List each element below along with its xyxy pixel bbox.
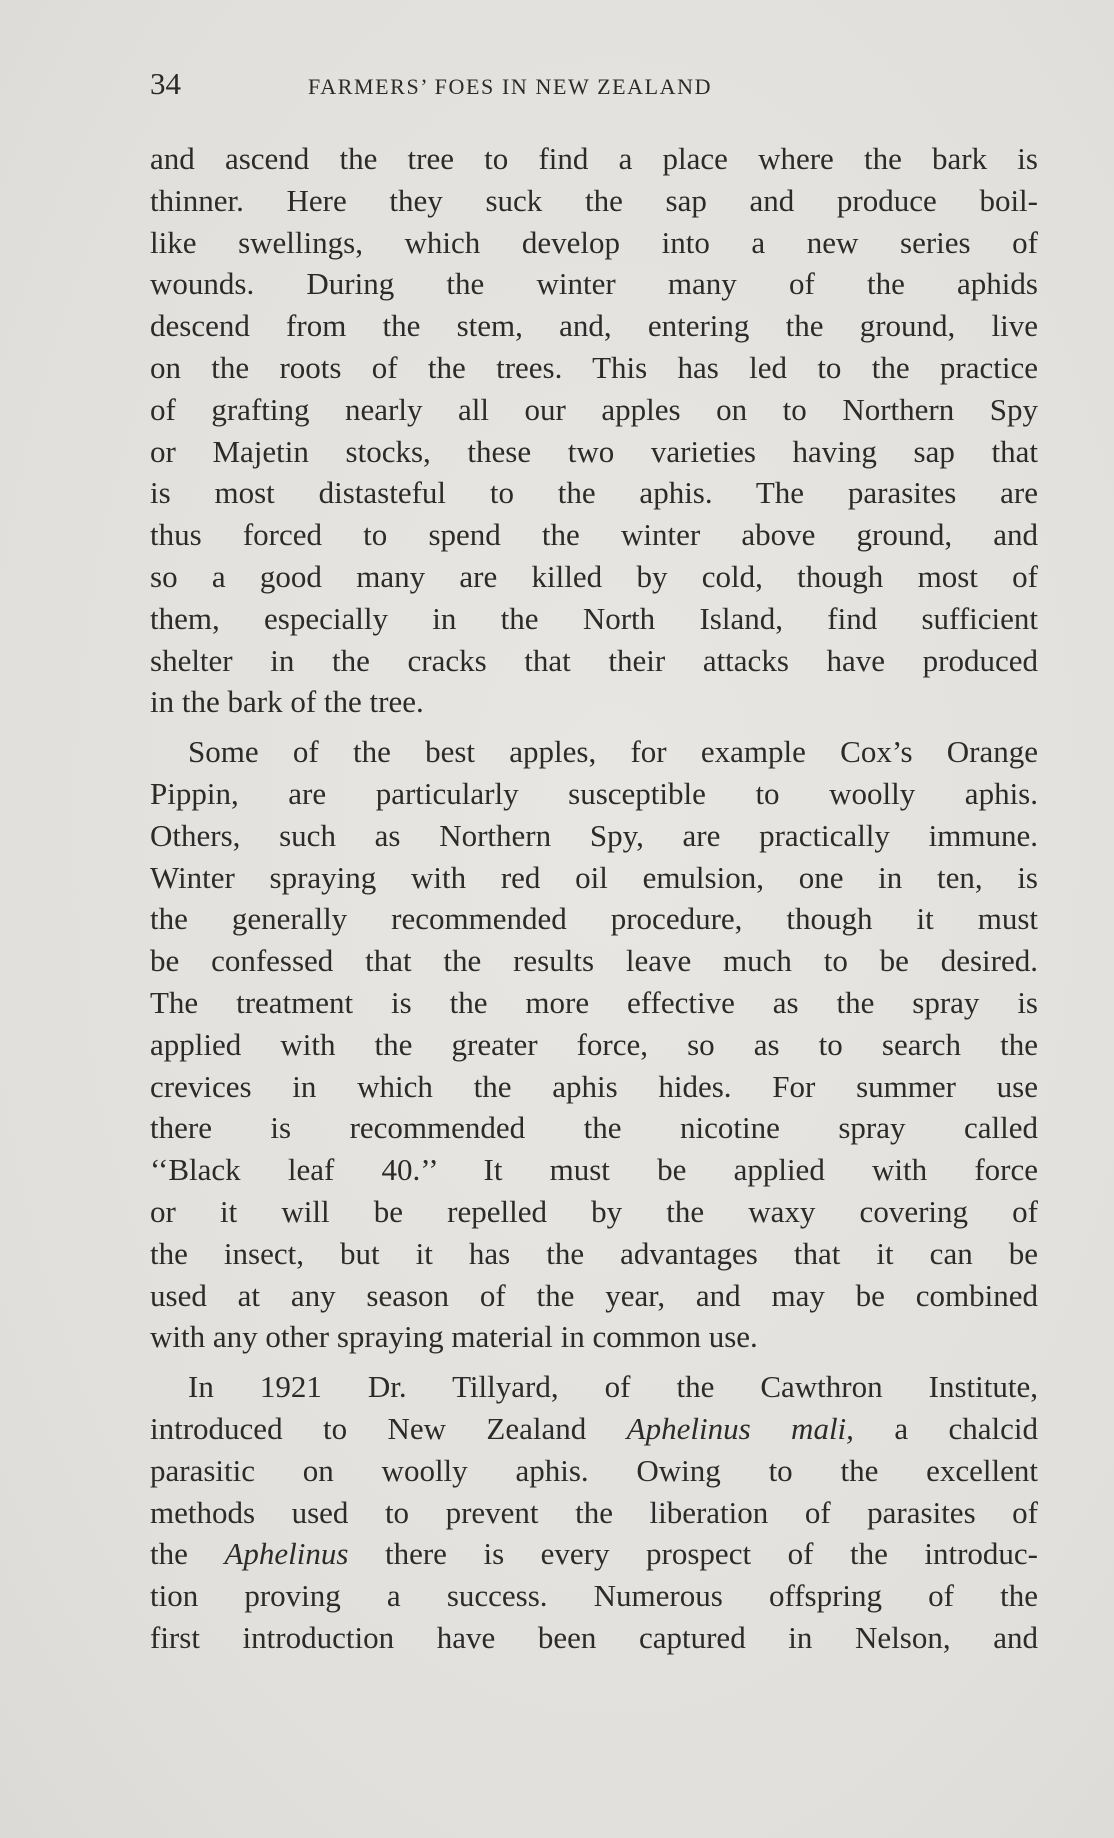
text-line: is most distasteful to the aphis. The parasites are <box>150 475 1038 511</box>
running-title: FARMERS’ FOES IN NEW ZEALAND <box>308 74 713 99</box>
text-line: of grafting nearly all our apples on to Northern Spy <box>150 391 1038 427</box>
paragraph-2 <box>150 731 1038 1358</box>
page-header <box>150 66 1038 110</box>
text-line: like swellings, which develop into a new series of <box>150 224 1038 260</box>
paragraph-1 <box>150 138 1038 723</box>
text-line: and ascend the tree to find a place where the bark is <box>150 141 1038 176</box>
text-line: introduced to New Zealand Aphelinus mali, a chalcid <box>150 1410 1039 1446</box>
text-line: Pippin, are particularly susceptible to woolly aphis. <box>150 775 1038 811</box>
paragraph-3 <box>150 1366 1038 1659</box>
text-line: be confessed that the results leave much to be desired. <box>150 943 1038 979</box>
text-line: the Aphelinus there is every prospect of the introduc- <box>150 1536 1038 1572</box>
genus-name: Aphelinus <box>224 1536 349 1572</box>
text-line: In 1921 Dr. Tillyard, of the Cawthron Institute, <box>188 1369 1038 1405</box>
text-line: with any other spraying material in common use. <box>150 1319 758 1355</box>
text-line: ‘‘Black leaf 40.’’ It must be applied with force <box>150 1152 1038 1188</box>
text-line: first introduction have been captured in Nelson, and <box>150 1619 1038 1655</box>
text-line: in the bark of the tree. <box>150 684 424 720</box>
text-line: Others, such as Northern Spy, are practically immune. <box>150 817 1038 853</box>
text-line: so a good many are killed by cold, though most of <box>150 558 1038 594</box>
text-line: or it will be repelled by the waxy covering of <box>150 1193 1038 1229</box>
text-line: thinner. Here they suck the sap and produce boil- <box>150 182 1038 218</box>
text-line: descend from the stem, and, entering the ground, live <box>150 308 1038 344</box>
text-line: the generally recommended procedure, though it must <box>150 901 1038 937</box>
text-line: on the roots of the trees. This has led to the practice <box>150 349 1038 385</box>
text-line: used at any season of the year, and may be combined <box>150 1277 1038 1313</box>
text-line: there is recommended the nicotine spray called <box>150 1110 1038 1146</box>
body-text <box>150 138 1038 1659</box>
text-line: them, especially in the North Island, find sufficient <box>150 600 1038 636</box>
text-line: thus forced to spend the winter above ground, and <box>150 517 1038 553</box>
text-line: wounds. During the winter many of the aphids <box>150 266 1038 302</box>
text-line: methods used to prevent the liberation of parasites of <box>150 1494 1038 1530</box>
species-name: Aphelinus mali, <box>626 1410 854 1446</box>
text-line: or Majetin stocks, these two varieties having sap that <box>150 433 1038 469</box>
text-line: parasitic on woolly aphis. Owing to the excellent <box>150 1452 1038 1488</box>
text-line: Winter spraying with red oil emulsion, one in ten, is <box>150 859 1038 895</box>
text-line: the insect, but it has the advantages that it can be <box>150 1235 1038 1271</box>
text-line: tion proving a success. Numerous offspring of the <box>150 1578 1038 1614</box>
page-number: 34 <box>150 66 181 101</box>
text-line: shelter in the cracks that their attacks have produced <box>150 642 1038 678</box>
text-line: applied with the greater force, so as to search the <box>150 1026 1038 1062</box>
text-line: The treatment is the more effective as the spray is <box>150 984 1038 1020</box>
text-line: Some of the best apples, for example Cox’s Orange <box>188 734 1038 770</box>
text-line: crevices in which the aphis hides. For summer use <box>150 1068 1038 1104</box>
